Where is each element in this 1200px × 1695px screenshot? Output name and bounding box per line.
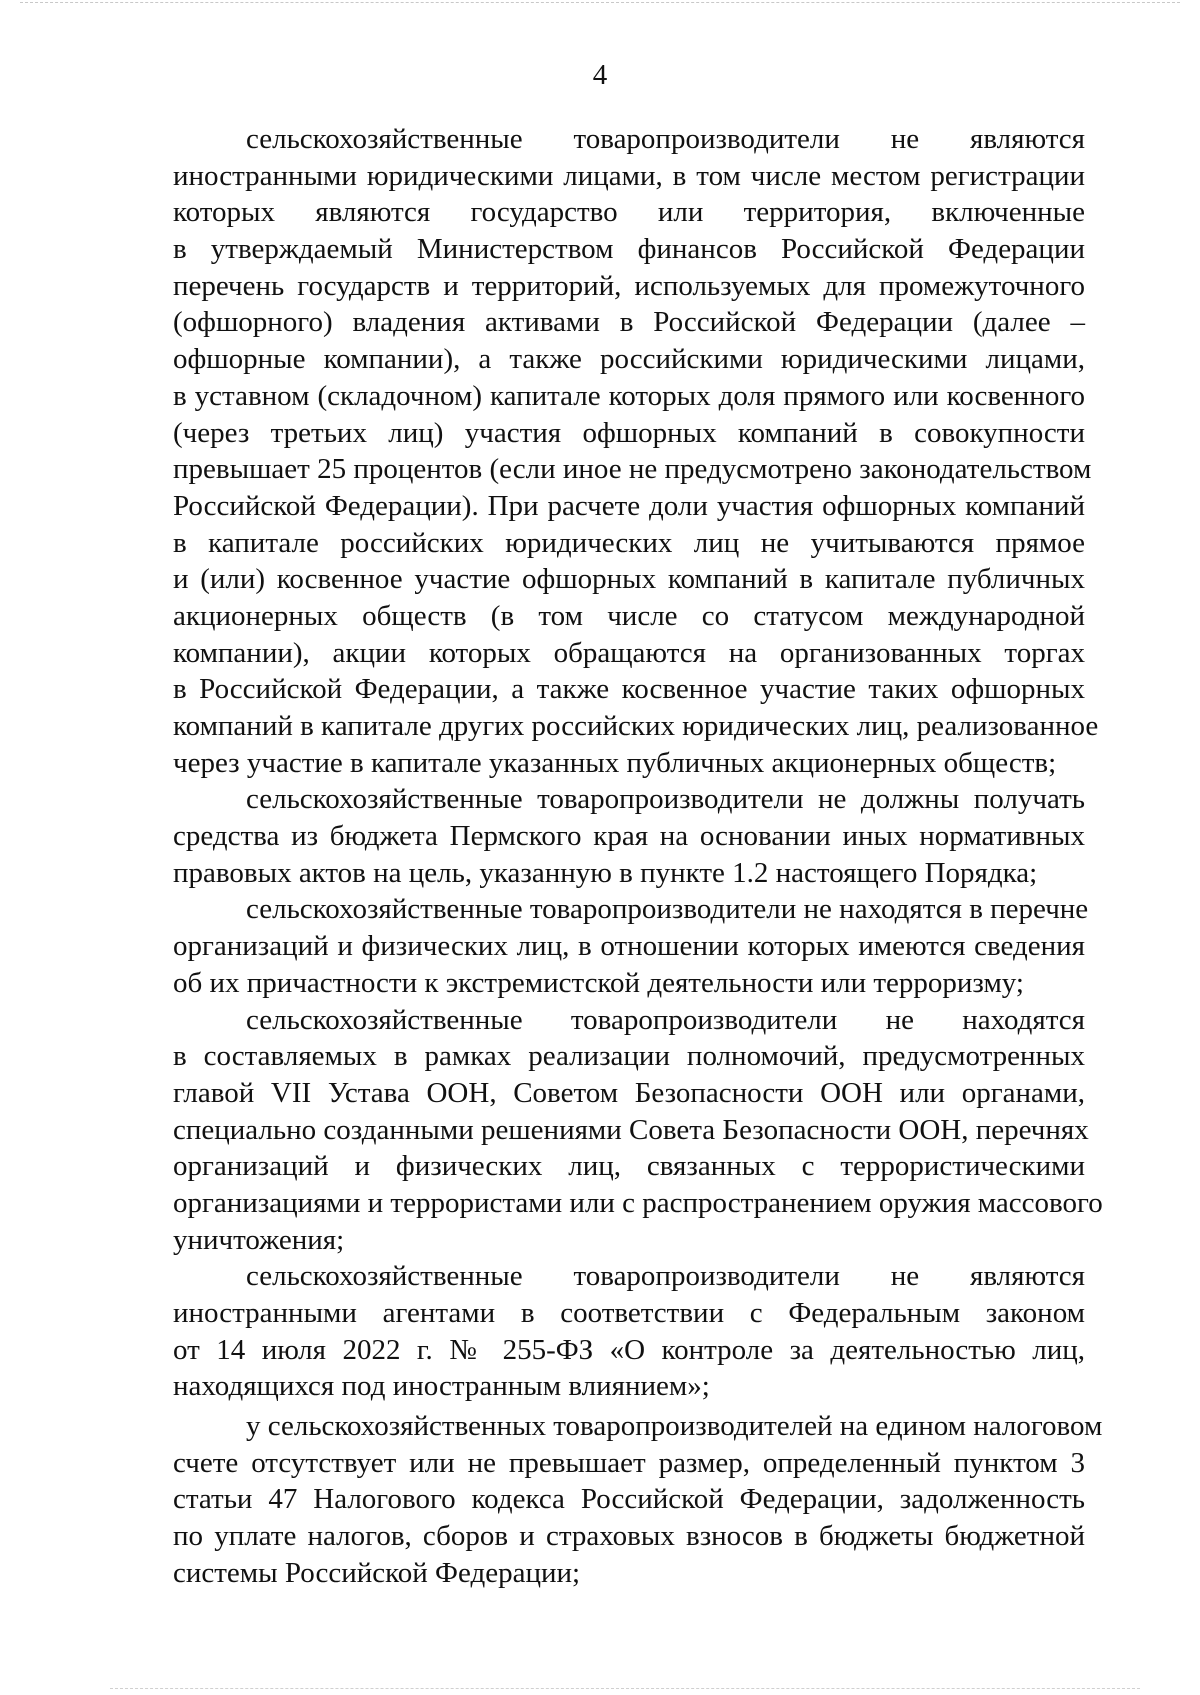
text-line: в составляемых в рамках реализации полномочий, предусмотренных (173, 1040, 1085, 1073)
paragraph (173, 1408, 1103, 1591)
text-line: статьи 47 Налогового кодекса Российской Федерации, задолженность (173, 1483, 1085, 1516)
text-line: об их причастности к экстремистской деятельности или терроризму; (173, 966, 1024, 999)
paragraph (173, 1258, 1085, 1405)
text-line: через участие в капитале указанных публичных акционерных обществ; (173, 746, 1057, 779)
text-line: у сельскохозяйственных товаропроизводителей на едином налоговом (246, 1410, 1103, 1443)
paragraph (173, 121, 1099, 781)
document-body (173, 121, 1103, 1592)
text-line: сельскохозяйственные товаропроизводители не находятся в перечне (246, 893, 1089, 926)
text-line: системы Российской Федерации; (173, 1556, 581, 1589)
text-line: организациями и террористами или с распространением оружия массового (173, 1186, 1103, 1219)
text-line: сельскохозяйственные товаропроизводители не являются (246, 123, 1085, 155)
text-line: в Российской Федерации, а также косвенное участие таких офшорных (173, 673, 1085, 706)
text-line: главой VII Устава ООН, Советом Безопасности ООН или органами, (173, 1076, 1085, 1109)
text-line: иностранными юридическими лицами, в том числе местом регистрации (173, 159, 1085, 192)
text-line: которых являются государство или территория, включенные (173, 196, 1085, 229)
text-line: организаций и физических лиц, в отношении которых имеются сведения (173, 930, 1085, 963)
page-number: 4 (592, 59, 608, 91)
text-line: превышает 25 процентов (если иное не предусмотрено законодательством (173, 453, 1092, 486)
text-line: и (или) косвенное участие офшорных компаний в капитале публичных (173, 563, 1085, 596)
text-line: по уплате налогов, сборов и страховых взносов в бюджеты бюджетной (173, 1520, 1085, 1553)
text-line: от 14 июля 2022 г. № 255-ФЗ «О контроле за деятельностью лиц, (173, 1333, 1085, 1366)
text-line: иностранными агентами в соответствии с Федеральным законом (173, 1297, 1085, 1329)
text-line: счете отсутствует или не превышает размер, определенный пунктом 3 (173, 1446, 1085, 1479)
text-line: в утверждаемый Министерством финансов Российской Федерации (173, 233, 1085, 266)
text-line: перечень государств и территорий, используемых для промежуточного (173, 269, 1085, 302)
paragraph (173, 1002, 1103, 1259)
text-line: средства из бюджета Пермского края на основании иных нормативных (173, 820, 1085, 853)
text-line: (офшорного) владения активами в Российской Федерации (далее – (173, 306, 1085, 339)
text-line: акционерных обществ (в том числе со статусом международной (173, 599, 1085, 632)
scan-edge-bottom (110, 1688, 1140, 1689)
text-line: правовых актов на цель, указанную в пункте 1.2 настоящего Порядка; (173, 856, 1038, 889)
text-line: находящихся под иностранным влиянием»; (173, 1370, 710, 1403)
text-line: компаний в капитале других российских юридических лиц, реализованное (173, 710, 1099, 742)
text-line: уничтожения; (173, 1223, 345, 1256)
text-line: организаций и физических лиц, связанных с террористическими (173, 1150, 1085, 1183)
paragraph (173, 781, 1085, 891)
text-line: компании), акции которых обращаются на организованных торгах (173, 636, 1085, 669)
scan-edge-top (20, 2, 1180, 3)
text-line: (через третьих лиц) участия офшорных компаний в совокупности (173, 416, 1085, 449)
text-line: сельскохозяйственные товаропроизводители не являются (246, 1260, 1085, 1293)
text-line: Российской Федерации). При расчете доли участия офшорных компаний (173, 489, 1085, 522)
text-line: офшорные компании), а также российскими юридическими лицами, (173, 343, 1085, 376)
text-line: в капитале российских юридических лиц не учитываются прямое (173, 526, 1085, 559)
text-line: специально созданными решениями Совета Безопасности ООН, перечнях (173, 1113, 1089, 1146)
text-line: в уставном (складочном) капитале которых доля прямого или косвенного (173, 379, 1085, 412)
text-line: сельскохозяйственные товаропроизводители не находятся (246, 1003, 1085, 1036)
paragraph (173, 891, 1089, 1001)
text-line: сельскохозяйственные товаропроизводители не должны получать (246, 783, 1085, 816)
